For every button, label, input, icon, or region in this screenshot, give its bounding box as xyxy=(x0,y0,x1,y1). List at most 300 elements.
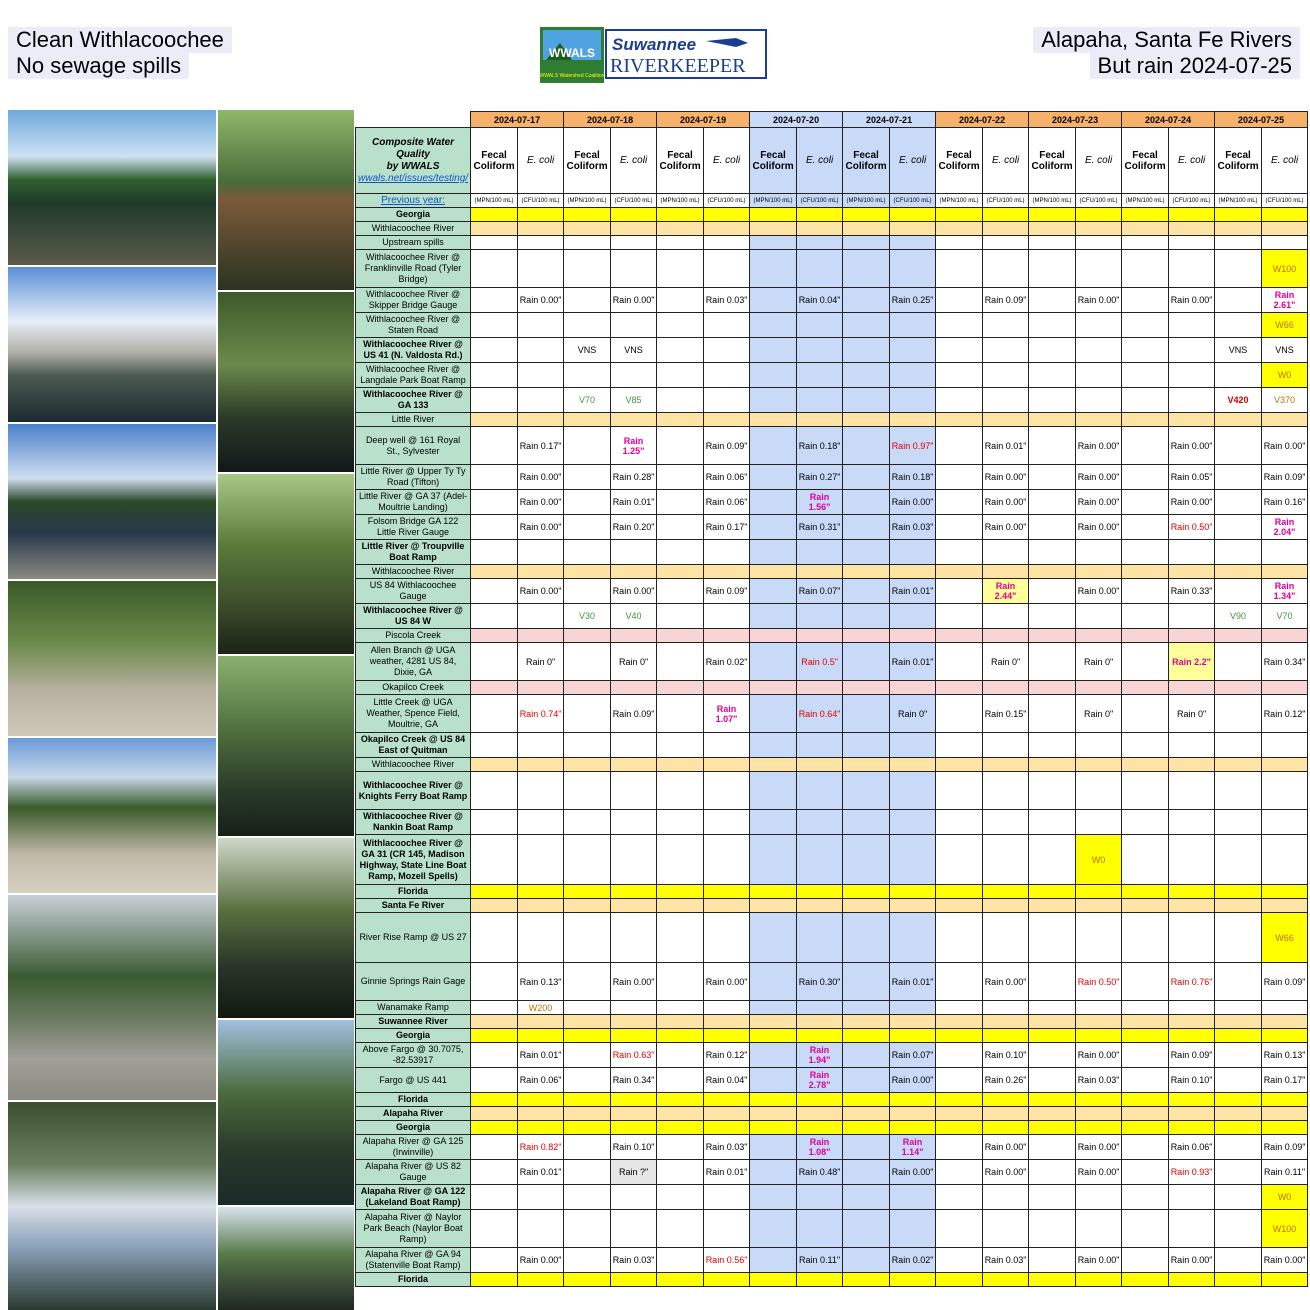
data-cell: Rain 0.03" xyxy=(704,1135,750,1160)
data-cell xyxy=(704,913,750,963)
data-cell xyxy=(1215,835,1262,885)
data-cell xyxy=(1215,1068,1262,1093)
site-label: Allen Branch @ UGA weather, 4281 US 84, Dixie, GA xyxy=(356,643,471,681)
site-label: Withlacoochee River xyxy=(356,565,471,579)
data-cell xyxy=(983,1015,1029,1029)
data-cell xyxy=(843,413,890,427)
data-cell xyxy=(657,758,704,772)
site-label: Withlacoochee River @ US 84 W xyxy=(356,604,471,629)
data-cell xyxy=(890,899,936,913)
ecoli-header xyxy=(797,128,843,194)
data-cell xyxy=(936,1248,983,1273)
data-cell xyxy=(564,540,611,565)
data-cell xyxy=(983,733,1029,758)
data-cell: Rain 0.15" xyxy=(983,695,1029,733)
data-cell xyxy=(1262,681,1308,695)
photo-dark-woods xyxy=(218,838,354,1018)
data-cell xyxy=(750,222,797,236)
data-cell xyxy=(843,772,890,810)
data-cell xyxy=(750,772,797,810)
data-cell xyxy=(1169,1001,1215,1015)
data-cell xyxy=(564,1001,611,1015)
unit-cell: (MPN/100 mL) xyxy=(657,194,704,208)
data-cell xyxy=(657,1107,704,1121)
site-label: Little River @ GA 37 (Adel-Moultrie Landing) xyxy=(356,490,471,515)
table-row xyxy=(356,388,1308,413)
data-cell xyxy=(1029,963,1076,1001)
photo-collage xyxy=(8,110,354,1310)
data-cell xyxy=(983,604,1029,629)
data-cell xyxy=(843,1248,890,1273)
data-cell xyxy=(657,236,704,250)
data-cell xyxy=(1215,1121,1262,1135)
data-cell xyxy=(471,1248,518,1273)
data-cell xyxy=(1262,1121,1308,1135)
table-row xyxy=(356,899,1308,913)
data-cell: Rain 0.28" xyxy=(611,465,657,490)
data-cell xyxy=(983,1185,1029,1210)
data-cell: Rain 0.00" xyxy=(983,465,1029,490)
data-cell xyxy=(1122,772,1169,810)
data-cell xyxy=(471,629,518,643)
data-cell xyxy=(1029,1029,1076,1043)
data-cell xyxy=(657,913,704,963)
data-cell: Rain 0.74" xyxy=(518,695,564,733)
data-cell xyxy=(1029,1043,1076,1068)
data-cell: W66 xyxy=(1262,913,1308,963)
data-cell xyxy=(1122,758,1169,772)
testing-link[interactable]: wwals.net/issues/testing/ xyxy=(358,172,469,184)
data-cell xyxy=(704,772,750,810)
data-cell xyxy=(983,413,1029,427)
photo-sandy-bank xyxy=(8,581,216,736)
table-row xyxy=(356,810,1308,835)
data-cell xyxy=(843,515,890,540)
site-label: Little River xyxy=(356,413,471,427)
table-row xyxy=(356,540,1308,565)
data-cell xyxy=(1029,250,1076,288)
data-cell: V420 xyxy=(1215,388,1262,413)
data-cell xyxy=(936,963,983,1001)
header-right-line1: Alapaha, Santa Fe Rivers xyxy=(1033,27,1300,53)
data-cell xyxy=(1029,1068,1076,1093)
data-cell: Rain 1.25" xyxy=(611,427,657,465)
data-cell xyxy=(564,363,611,388)
data-cell xyxy=(1122,388,1169,413)
data-cell xyxy=(657,1160,704,1185)
data-cell xyxy=(983,250,1029,288)
data-cell xyxy=(564,810,611,835)
data-cell xyxy=(1029,1107,1076,1121)
table-row xyxy=(356,1093,1308,1107)
data-cell xyxy=(1122,899,1169,913)
table-row xyxy=(356,1043,1308,1068)
data-cell xyxy=(936,313,983,338)
data-cell xyxy=(704,338,750,363)
table-row xyxy=(356,1068,1308,1093)
data-cell xyxy=(936,772,983,810)
data-cell xyxy=(657,427,704,465)
data-cell: Rain 1.56" xyxy=(797,490,843,515)
data-cell xyxy=(518,772,564,810)
data-cell xyxy=(750,515,797,540)
data-cell xyxy=(657,1068,704,1093)
data-cell: Rain 0.48" xyxy=(797,1160,843,1185)
data-cell xyxy=(750,758,797,772)
data-cell xyxy=(611,1029,657,1043)
data-cell xyxy=(983,885,1029,899)
data-cell xyxy=(471,515,518,540)
data-cell xyxy=(611,363,657,388)
data-cell xyxy=(890,338,936,363)
table-row xyxy=(356,208,1308,222)
data-cell xyxy=(983,236,1029,250)
data-cell xyxy=(1122,810,1169,835)
data-cell: Rain 0.17" xyxy=(704,515,750,540)
data-cell xyxy=(1029,565,1076,579)
data-cell xyxy=(657,810,704,835)
data-cell xyxy=(843,250,890,288)
data-cell: V370 xyxy=(1262,388,1308,413)
table-row xyxy=(356,1029,1308,1043)
data-cell: Rain 0.17" xyxy=(518,427,564,465)
data-cell xyxy=(936,1185,983,1210)
data-cell xyxy=(611,810,657,835)
data-cell xyxy=(1122,885,1169,899)
data-cell xyxy=(657,1248,704,1273)
data-cell xyxy=(518,604,564,629)
data-cell xyxy=(564,1107,611,1121)
data-cell xyxy=(750,413,797,427)
data-cell: Rain 0" xyxy=(518,643,564,681)
data-cell xyxy=(471,604,518,629)
photo-riverbank xyxy=(218,1207,354,1310)
data-cell xyxy=(936,1068,983,1093)
data-cell: Rain 0.04" xyxy=(704,1068,750,1093)
data-cell xyxy=(750,1135,797,1160)
data-cell: Rain 0.00" xyxy=(1262,427,1308,465)
data-cell xyxy=(797,733,843,758)
data-cell xyxy=(611,1121,657,1135)
site-label: Above Fargo @ 30.7075, -82.53917 xyxy=(356,1043,471,1068)
data-cell xyxy=(1076,1015,1122,1029)
data-cell xyxy=(750,490,797,515)
data-cell xyxy=(1029,338,1076,363)
data-cell xyxy=(518,835,564,885)
data-cell xyxy=(657,1273,704,1287)
data-cell xyxy=(518,885,564,899)
data-cell xyxy=(1215,885,1262,899)
data-cell xyxy=(983,1121,1029,1135)
data-cell xyxy=(657,835,704,885)
data-cell: Rain 0.09" xyxy=(611,695,657,733)
data-cell xyxy=(1262,733,1308,758)
data-cell xyxy=(750,1248,797,1273)
data-cell xyxy=(1169,913,1215,963)
data-cell: Rain 0.00" xyxy=(983,515,1029,540)
data-cell xyxy=(564,465,611,490)
table-row xyxy=(356,288,1308,313)
data-cell xyxy=(611,899,657,913)
data-cell xyxy=(1262,758,1308,772)
data-cell: Rain 0.76" xyxy=(1169,963,1215,1001)
data-cell xyxy=(611,313,657,338)
data-cell xyxy=(1262,1001,1308,1015)
data-cell xyxy=(518,1273,564,1287)
data-cell xyxy=(564,1135,611,1160)
data-cell xyxy=(657,695,704,733)
data-cell xyxy=(936,1015,983,1029)
data-cell: Rain 1.14" xyxy=(890,1135,936,1160)
data-cell xyxy=(890,250,936,288)
badge-caption: WWALS Watershed Coalition xyxy=(540,73,605,79)
data-cell xyxy=(983,1107,1029,1121)
data-cell xyxy=(1169,1273,1215,1287)
site-label: Florida xyxy=(356,885,471,899)
site-label: Withlacoochee River @ Skipper Bridge Gauge xyxy=(356,288,471,313)
data-cell xyxy=(564,1185,611,1210)
data-cell xyxy=(843,222,890,236)
data-cell: Rain 0.56" xyxy=(704,1248,750,1273)
data-cell xyxy=(704,313,750,338)
data-cell xyxy=(1215,1210,1262,1248)
site-label: US 84 Withlacoochee Gauge xyxy=(356,579,471,604)
table-row xyxy=(356,413,1308,427)
data-cell xyxy=(611,733,657,758)
data-cell xyxy=(1215,1160,1262,1185)
data-cell: Rain 0.03" xyxy=(983,1248,1029,1273)
site-label: River Rise Ramp @ US 27 xyxy=(356,913,471,963)
data-cell xyxy=(657,1029,704,1043)
data-cell xyxy=(1029,427,1076,465)
data-cell xyxy=(657,288,704,313)
data-cell xyxy=(518,758,564,772)
data-cell xyxy=(518,1210,564,1248)
data-cell xyxy=(1122,629,1169,643)
data-cell xyxy=(471,1001,518,1015)
column-header-label: Fecal Coliform xyxy=(752,149,794,172)
data-cell xyxy=(843,1160,890,1185)
data-cell xyxy=(1215,1001,1262,1015)
data-cell xyxy=(518,363,564,388)
data-cell: Rain 0.97" xyxy=(890,427,936,465)
data-cell xyxy=(750,1043,797,1068)
data-cell: Rain 0.93" xyxy=(1169,1160,1215,1185)
site-label: Ginnie Springs Rain Gage xyxy=(356,963,471,1001)
data-cell: Rain 0.07" xyxy=(890,1043,936,1068)
data-cell xyxy=(1029,1185,1076,1210)
data-cell xyxy=(1262,772,1308,810)
ecoli-header xyxy=(1169,128,1215,194)
data-cell: Rain 0.03" xyxy=(704,288,750,313)
site-label: Upstream spills xyxy=(356,236,471,250)
data-cell xyxy=(657,1043,704,1068)
data-cell xyxy=(704,604,750,629)
data-cell xyxy=(936,1210,983,1248)
data-cell xyxy=(890,835,936,885)
data-cell xyxy=(1215,1093,1262,1107)
data-cell: Rain 0.00" xyxy=(611,579,657,604)
data-cell: Rain 0.01" xyxy=(890,643,936,681)
data-cell xyxy=(983,1001,1029,1015)
data-cell xyxy=(1029,1135,1076,1160)
data-cell xyxy=(564,515,611,540)
data-cell xyxy=(471,288,518,313)
data-cell: Rain 0.00" xyxy=(1076,490,1122,515)
data-cell xyxy=(936,465,983,490)
data-cell xyxy=(936,1135,983,1160)
data-cell xyxy=(471,1160,518,1185)
unit-cell: (MPN/100 mL) xyxy=(1029,194,1076,208)
data-cell xyxy=(564,695,611,733)
data-cell: Rain 0" xyxy=(1076,695,1122,733)
data-cell xyxy=(936,643,983,681)
data-cell xyxy=(1076,1185,1122,1210)
data-cell xyxy=(1262,629,1308,643)
data-cell xyxy=(1029,413,1076,427)
data-cell: Rain 1.08" xyxy=(797,1135,843,1160)
data-cell xyxy=(843,313,890,338)
data-cell: Rain 0.00" xyxy=(1076,579,1122,604)
data-cell: V90 xyxy=(1215,604,1262,629)
date-header-row xyxy=(356,112,1308,128)
data-cell xyxy=(936,1043,983,1068)
data-cell xyxy=(1262,1093,1308,1107)
data-cell xyxy=(750,388,797,413)
data-cell xyxy=(750,1001,797,1015)
data-cell xyxy=(890,208,936,222)
data-cell xyxy=(1122,1121,1169,1135)
data-cell xyxy=(1262,413,1308,427)
data-cell xyxy=(1076,1093,1122,1107)
data-cell xyxy=(750,1185,797,1210)
data-cell xyxy=(1215,465,1262,490)
data-cell xyxy=(1076,250,1122,288)
ecoli-header xyxy=(611,128,657,194)
data-cell xyxy=(1169,208,1215,222)
data-cell xyxy=(704,885,750,899)
site-label: Fargo @ US 441 xyxy=(356,1068,471,1093)
table-row xyxy=(356,1160,1308,1185)
data-cell: W100 xyxy=(1262,1210,1308,1248)
data-cell xyxy=(471,899,518,913)
data-cell xyxy=(657,604,704,629)
data-cell: Rain 0.01" xyxy=(890,963,936,1001)
data-cell xyxy=(936,1160,983,1185)
data-cell: Rain 0.27" xyxy=(797,465,843,490)
data-cell xyxy=(890,313,936,338)
data-cell: Rain 0.12" xyxy=(704,1043,750,1068)
data-cell xyxy=(471,695,518,733)
data-cell: W200 xyxy=(518,1001,564,1015)
data-cell xyxy=(890,629,936,643)
data-cell xyxy=(1122,515,1169,540)
data-cell xyxy=(1215,427,1262,465)
data-cell: Rain 0.07" xyxy=(797,579,843,604)
data-cell xyxy=(1076,681,1122,695)
data-cell xyxy=(750,465,797,490)
data-cell xyxy=(564,758,611,772)
site-label: Withlacoochee River @ US 41 (N. Valdosta Rd.) xyxy=(356,338,471,363)
table-row xyxy=(356,222,1308,236)
data-cell xyxy=(843,1029,890,1043)
site-label: Alapaha River @ GA 122 (Lakeland Boat Ramp) xyxy=(356,1185,471,1210)
fecal-coliform-header xyxy=(750,128,797,194)
data-cell xyxy=(797,222,843,236)
column-header-label: Fecal Coliform xyxy=(659,149,701,172)
data-cell xyxy=(1169,810,1215,835)
ecoli-header xyxy=(518,128,564,194)
site-label: Withlacoochee River @ Langdale Park Boat Ramp xyxy=(356,363,471,388)
data-cell xyxy=(1029,835,1076,885)
data-cell xyxy=(471,772,518,810)
data-cell xyxy=(657,363,704,388)
data-cell xyxy=(1122,1043,1169,1068)
data-cell xyxy=(1076,629,1122,643)
data-cell xyxy=(1169,236,1215,250)
data-cell xyxy=(890,1185,936,1210)
data-cell xyxy=(797,565,843,579)
data-cell: Rain 0.00" xyxy=(1169,490,1215,515)
data-cell xyxy=(936,885,983,899)
data-cell xyxy=(1122,313,1169,338)
column-header-row xyxy=(356,128,1308,194)
data-cell xyxy=(471,1210,518,1248)
data-cell xyxy=(843,1273,890,1287)
data-cell xyxy=(1262,810,1308,835)
data-cell xyxy=(1029,629,1076,643)
data-cell xyxy=(1122,695,1169,733)
unit-cell: (CFU/100 mL) xyxy=(797,194,843,208)
data-cell xyxy=(564,413,611,427)
data-cell xyxy=(1122,427,1169,465)
table-row xyxy=(356,629,1308,643)
data-cell xyxy=(936,236,983,250)
badge-text: WWALS xyxy=(549,46,595,60)
table-title: Composite Water Quality xyxy=(372,136,455,160)
data-cell xyxy=(890,413,936,427)
data-cell: Rain 0.00" xyxy=(983,490,1029,515)
data-cell xyxy=(704,1015,750,1029)
data-cell xyxy=(750,338,797,363)
data-cell xyxy=(471,388,518,413)
data-cell xyxy=(657,313,704,338)
data-cell xyxy=(1215,363,1262,388)
data-cell xyxy=(564,1015,611,1029)
data-cell xyxy=(1215,695,1262,733)
data-cell xyxy=(704,899,750,913)
data-cell xyxy=(564,579,611,604)
data-cell xyxy=(657,1093,704,1107)
data-cell: VNS xyxy=(564,338,611,363)
data-cell xyxy=(518,681,564,695)
data-cell xyxy=(518,629,564,643)
data-cell: Rain 0.00" xyxy=(983,1135,1029,1160)
data-cell xyxy=(1029,313,1076,338)
data-cell xyxy=(797,1210,843,1248)
data-cell xyxy=(611,1185,657,1210)
site-label: Okapilco Creek @ US 84 East of Quitman xyxy=(356,733,471,758)
data-cell xyxy=(1215,1043,1262,1068)
data-cell: Rain 0.50" xyxy=(1076,963,1122,1001)
previous-year-link[interactable]: Previous year: xyxy=(356,194,471,208)
data-cell xyxy=(471,1107,518,1121)
column-header-label: E. coli xyxy=(898,155,927,166)
suwannee-riverkeeper-logo xyxy=(540,27,768,83)
data-cell: V85 xyxy=(611,388,657,413)
data-cell xyxy=(843,208,890,222)
data-cell xyxy=(657,1121,704,1135)
